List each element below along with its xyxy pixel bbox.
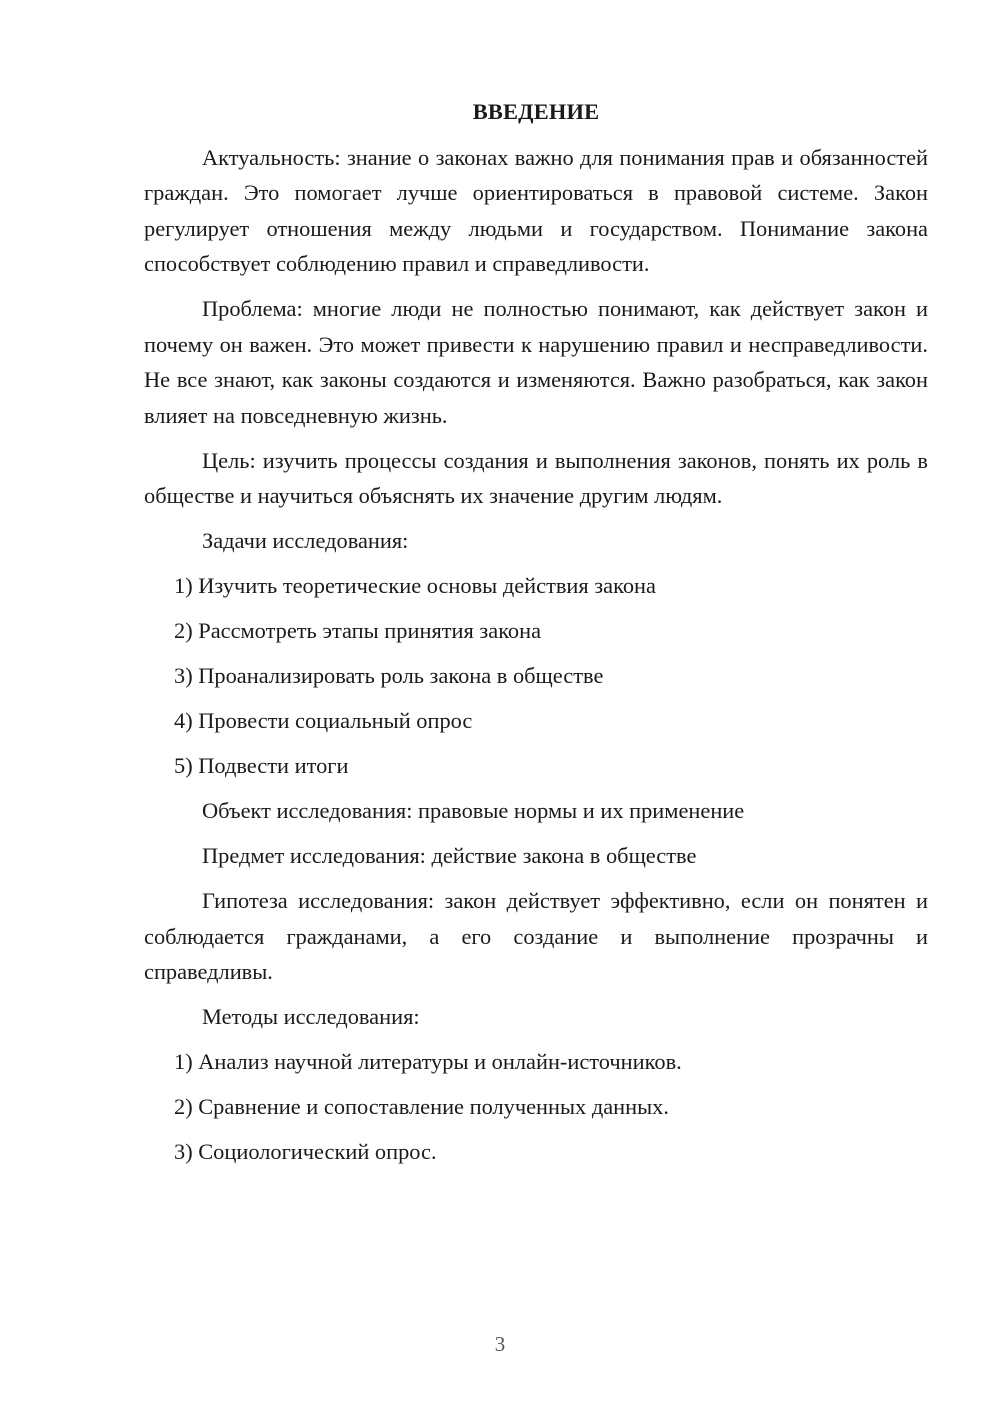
methods-label: Методы исследования: [202, 1004, 420, 1029]
task-item-4: 4) Провести социальный опрос [174, 708, 473, 733]
page-number: 3 [494, 1332, 506, 1356]
task-item-5: 5) Подвести итоги [174, 753, 349, 778]
research-subject: Предмет исследования: действие закона в обществе [202, 843, 697, 868]
task-item-2: 2) Рассмотреть этапы принятия закона [174, 618, 542, 643]
section-heading: ВВЕДЕНИЕ [472, 99, 600, 124]
relevance-paragraph: Актуальность: знание о законах важно для понимания прав и обязанностей граждан. Это помогает лучше ориентироваться в правовой системе. Закон регулирует отношения между людьми и государством. Понимание закона способствует соблюдению правил и справедливости. [144, 144, 928, 276]
document-page [144, 94, 928, 1179]
task-item-1: 1) Изучить теоретические основы действия закона [174, 573, 656, 598]
method-item-3: 3) Социологический опрос. [174, 1139, 437, 1164]
goal-paragraph: Цель: изучить процессы создания и выполнения законов, понять их роль в обществе и научиться объяснять их значение другим людям. [144, 447, 928, 508]
problem-paragraph: Проблема: многие люди не полностью понимают, как действует закон и почему он важен. Это может привести к нарушению правил и несправедливости. Не все знают, как законы создаются и изменяются. Важно разобраться, как закон влияет на повседневную жизнь. [144, 296, 928, 428]
hypothesis-paragraph: Гипотеза исследования: закон действует эффективно, если он понятен и соблюдается гражданами, а его создание и выполнение прозрачны и справедливы. [144, 888, 928, 984]
method-item-2: 2) Сравнение и сопоставление полученных данных. [174, 1094, 669, 1119]
method-item-1: 1) Анализ научной литературы и онлайн-источников. [174, 1049, 682, 1074]
task-item-3: 3) Проанализировать роль закона в обществе [174, 663, 604, 688]
research-object: Объект исследования: правовые нормы и их применение [202, 798, 745, 823]
tasks-label: Задачи исследования: [202, 528, 409, 553]
